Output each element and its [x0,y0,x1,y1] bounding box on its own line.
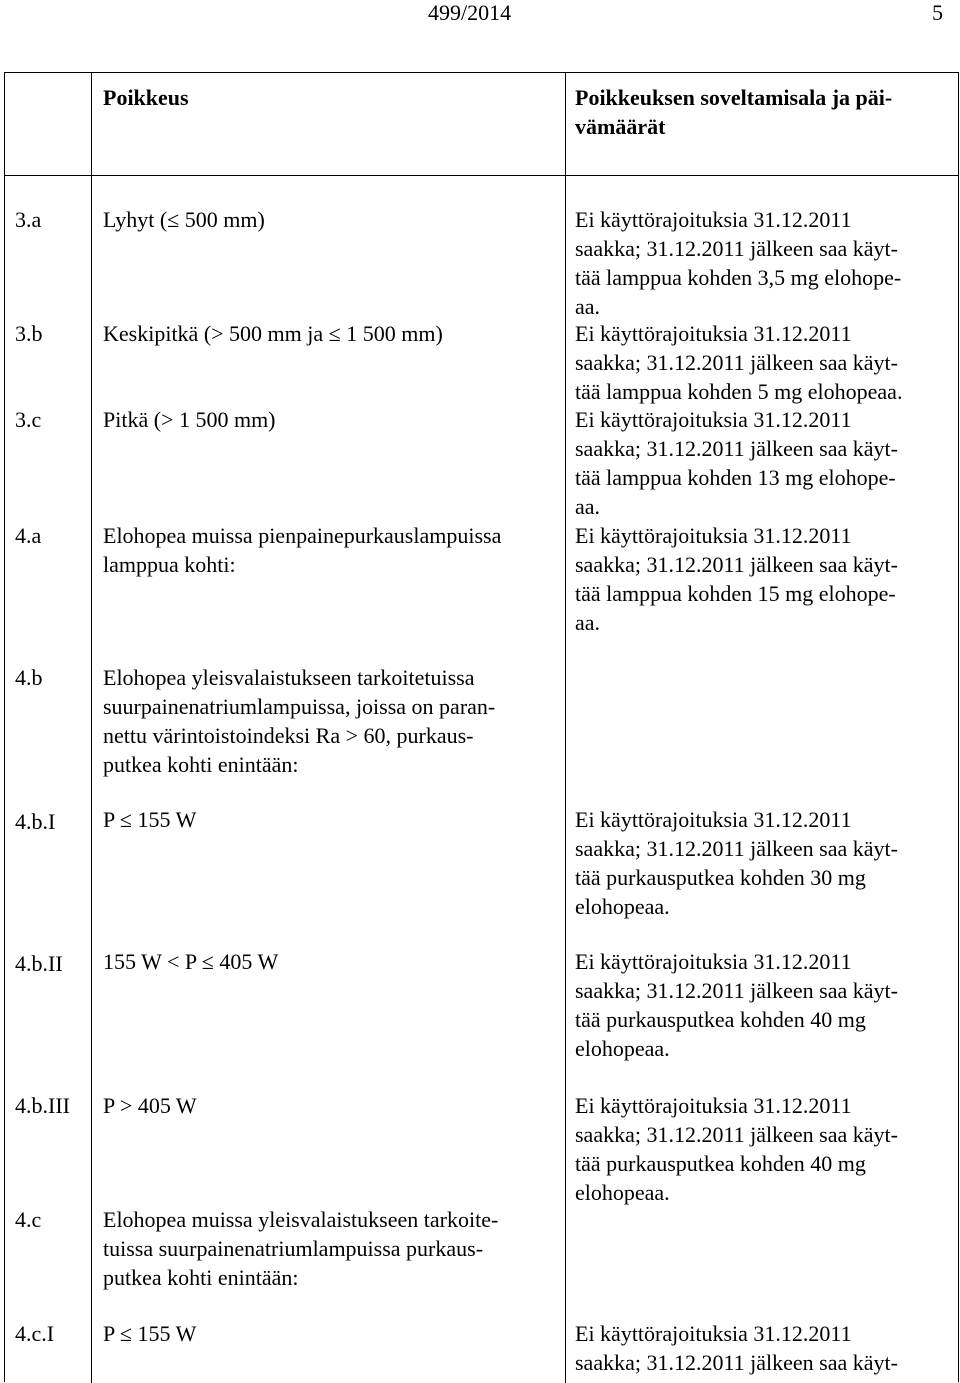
row-scope: Ei käyttörajoituksia 31.12.2011 saakka; 31.12.2011 jälkeen saa käyt- tää purkausputkea kohden 30 mg elohopeaa. [575,807,898,919]
row-code: 4.c [15,1207,42,1232]
row-scope: Ei käyttörajoituksia 31.12.2011 saakka; 31.12.2011 jälkeen saa käyt- tää lamppua kohden 5 mg elohopeaa. [575,321,903,404]
column-header-scope: Poikkeuksen soveltamisala ja päi- vämäärät [575,85,893,139]
row-description: Elohopea yleisvalaistukseen tarkoitetuissa suurpainenatriumlampuissa, joissa on paran- nettu värintoistoindeksi Ra > 60, purkaus- putkea kohti enintään: [103,665,496,777]
column-divider-scope [565,73,566,1383]
page-number: 5 [932,0,943,25]
document-number: 499/2014 [428,0,512,25]
row-scope: Ei käyttörajoituksia 31.12.2011 saakka; 31.12.2011 jälkeen saa käyt- [575,1321,898,1375]
row-code: 4.b.I [15,809,56,834]
row-description: P > 405 W [103,1093,197,1118]
row-code: 3.a [15,207,42,232]
row-scope: Ei käyttörajoituksia 31.12.2011 saakka; 31.12.2011 jälkeen saa käyt- tää lamppua kohden 15 mg elohope- aa. [575,523,898,635]
row-scope: Ei käyttörajoituksia 31.12.2011 saakka; 31.12.2011 jälkeen saa käyt- tää purkausputkea kohden 40 mg elohopeaa. [575,1093,898,1205]
row-description: Pitkä (> 1 500 mm) [103,407,276,432]
row-description: Elohopea muissa pienpainepurkauslampuissa lamppua kohti: [103,523,502,577]
row-code: 3.c [15,407,42,432]
row-description: P ≤ 155 W [103,807,197,832]
header-row-divider [5,175,958,176]
row-description: P ≤ 155 W [103,1321,197,1346]
row-code: 4.c.I [15,1321,55,1346]
row-description: 155 W < P ≤ 405 W [103,949,279,974]
row-code: 4.a [15,523,42,548]
column-divider-code [91,73,92,1383]
row-description: Lyhyt (≤ 500 mm) [103,207,265,232]
row-code: 4.b.III [15,1093,70,1118]
exemptions-table [4,72,959,1382]
row-scope: Ei käyttörajoituksia 31.12.2011 saakka; 31.12.2011 jälkeen saa käyt- tää lamppua kohden 13 mg elohope- aa. [575,407,898,519]
row-code: 4.b [15,665,43,690]
row-description: Keskipitkä (> 500 mm ja ≤ 1 500 mm) [103,321,443,346]
row-scope: Ei käyttörajoituksia 31.12.2011 saakka; 31.12.2011 jälkeen saa käyt- tää purkausputkea kohden 40 mg elohopeaa. [575,949,898,1061]
row-scope: Ei käyttörajoituksia 31.12.2011 saakka; 31.12.2011 jälkeen saa käyt- tää lamppua kohden 3,5 mg elohope- aa. [575,207,902,319]
column-header-exception: Poikkeus [103,85,189,110]
page-header [0,0,960,40]
row-code: 3.b [15,321,43,346]
row-description: Elohopea muissa yleisvalaistukseen tarkoite- tuissa suurpainenatriumlampuissa purkaus- putkea kohti enintään: [103,1207,499,1290]
row-code: 4.b.II [15,951,63,976]
